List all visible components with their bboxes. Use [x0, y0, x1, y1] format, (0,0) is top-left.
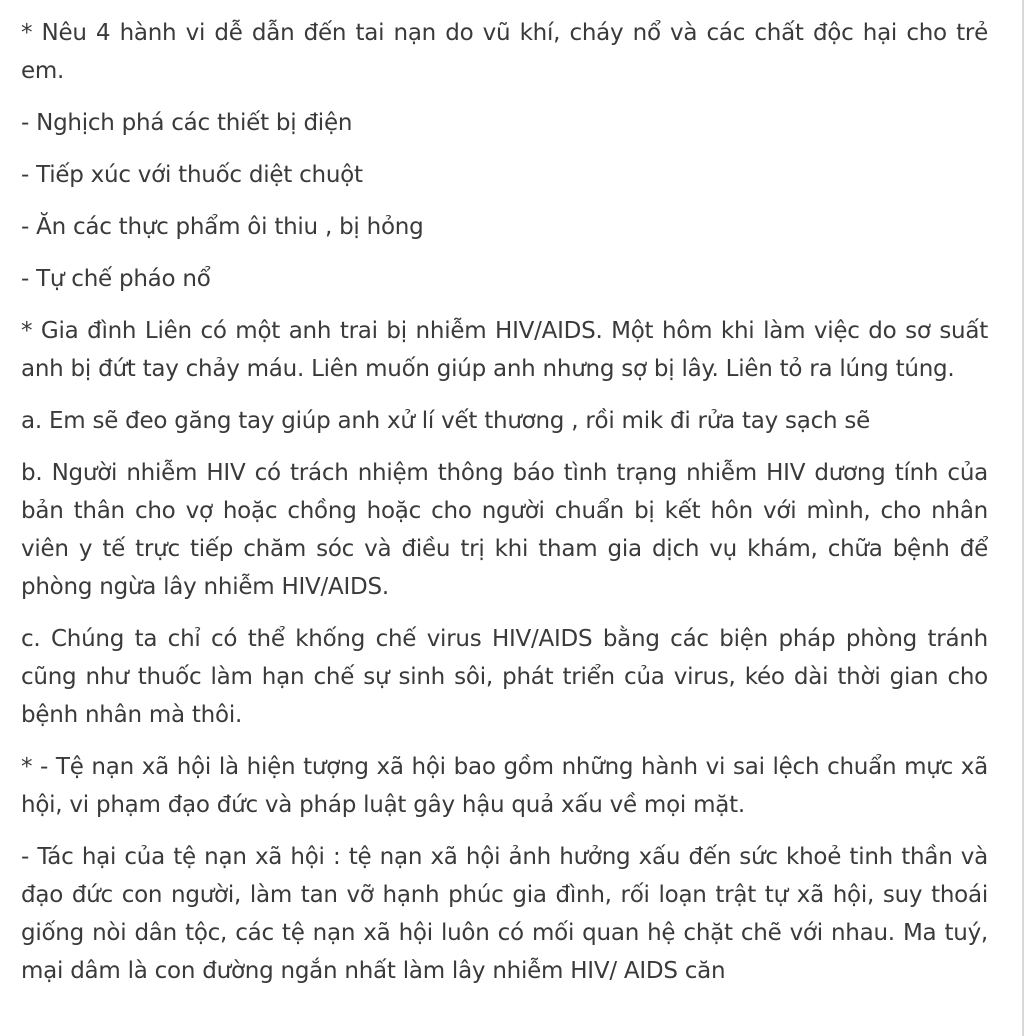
definition-paragraph: * - Tệ nạn xã hội là hiện tượng xã hội bao gồm những hành vi sai lệch chuẩn mực xã hội, vi phạm đạo đức và pháp luật gây hậu quả xấu về mọi mặt.: [21, 754, 988, 818]
answer-c: c. Chúng ta chỉ có thể khống chế virus HIV/AIDS bằng các biện pháp phòng tránh cũng như thuốc làm hạn chế sự sinh sôi, phát triển của virus, kéo dài thời gian cho bệnh nhân mà thôi.: [21, 626, 988, 728]
answer-a: a. Em sẽ đeo găng tay giúp anh xử lí vết thương , rồi mik đi rửa tay sạch sẽ: [21, 408, 871, 434]
answer-item-1: - Nghịch phá các thiết bị điện: [21, 110, 353, 136]
answer-item-3: - Ăn các thực phẩm ôi thiu , bị hỏng: [21, 214, 424, 240]
answer-b: b. Người nhiễm HIV có trách nhiệm thông báo tình trạng nhiễm HIV dương tính của bản thân cho vợ hoặc chồng hoặc cho người chuẩn bị kết hôn với mình, cho nhân viên y tế trực tiếp chăm sóc và điều trị khi tham gia dịch vụ khám, chữa bệnh để phòng ngừa lây nhiễm HIV/AIDS.: [21, 460, 988, 600]
answer-item-4: - Tự chế pháo nổ: [21, 266, 211, 292]
consequences-paragraph: - Tác hại của tệ nạn xã hội : tệ nạn xã hội ảnh hưởng xấu đến sức khoẻ tinh thần và đạo đức con người, làm tan vỡ hạnh phúc gia đình, rối loạn trật tự xã hội, suy thoái giống nòi dân tộc, các tệ nạn xã hội luôn có mối quan hệ chặt chẽ với nhau. Ma tuý, mại dâm là con đường ngắn nhất làm lây nhiễm HIV/ AIDS căn: [21, 844, 988, 984]
question-heading-1: * Nêu 4 hành vi dễ dẫn đến tai nạn do vũ khí, cháy nổ và các chất độc hại cho trẻ em.: [21, 20, 988, 84]
question-heading-2: * Gia đình Liên có một anh trai bị nhiễm HIV/AIDS. Một hôm khi làm việc do sơ suất anh bị đứt tay chảy máu. Liên muốn giúp anh nhưng sợ bị lây. Liên tỏ ra lúng túng.: [21, 318, 988, 382]
answer-item-2: - Tiếp xúc với thuốc diệt chuột: [21, 162, 363, 188]
